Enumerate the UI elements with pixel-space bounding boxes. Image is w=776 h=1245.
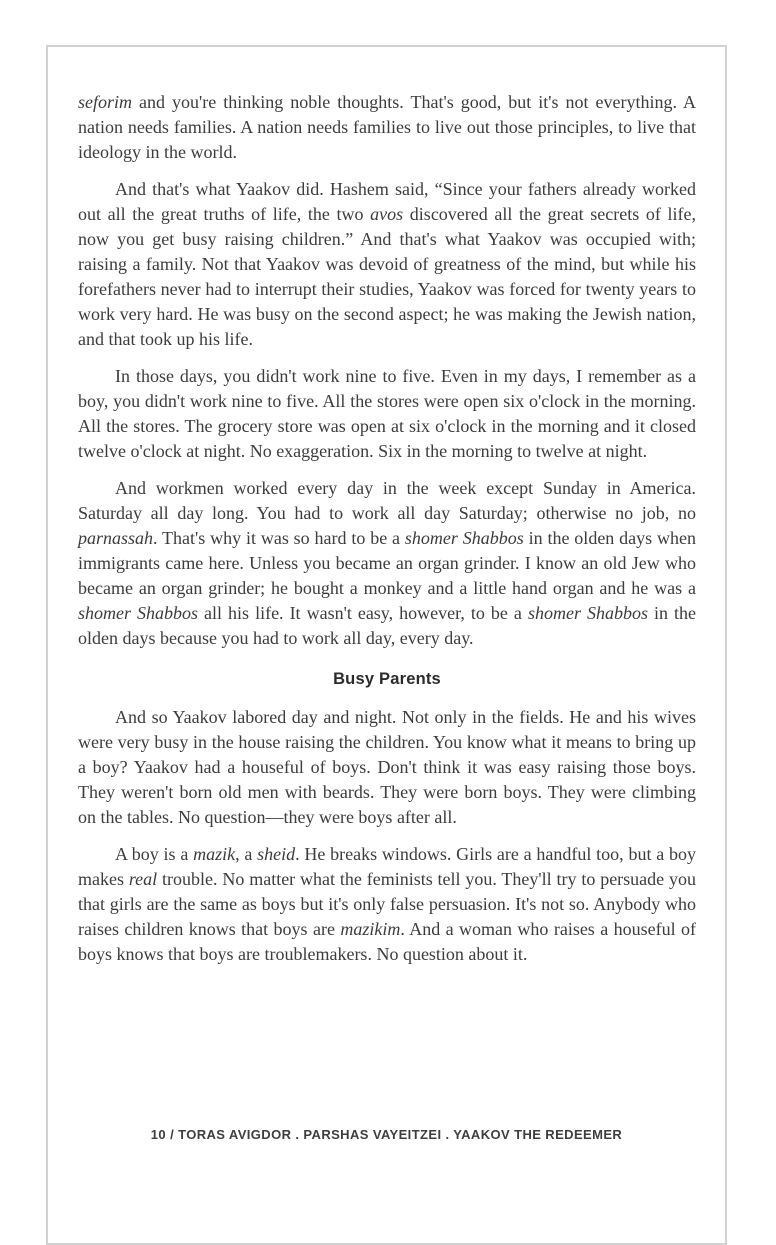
italic-text: seforim bbox=[78, 92, 132, 112]
body-text: And so Yaakov labored day and night. Not only in the fields. He and his wives were very busy in the house raising the children. You know what it means to bring up a boy? Yaakov had a houseful of boys. Don't think it was easy raising those boys. They weren't born old men with beards. They were born boys. They were climbing on the tables. No question—they were boys after all. bbox=[78, 707, 696, 827]
body-text: And workmen worked every day in the week except Sunday in America. Saturday all day long. You had to work all day Saturday; otherwise no job, no bbox=[78, 478, 696, 523]
paragraph bbox=[78, 90, 696, 165]
paragraph bbox=[78, 177, 696, 352]
body-text: in the olden days when immigrants came here. Unless you became an organ grinder. I know an old Jew who became an organ grinder; he bought a monkey and a little hand organ and he was a bbox=[78, 528, 696, 598]
body-text: , a bbox=[235, 844, 258, 864]
italic-text: sheid bbox=[257, 844, 296, 864]
body-text: A boy is a bbox=[115, 844, 194, 864]
italic-text: mazik bbox=[193, 844, 236, 864]
body-text: and you're thinking noble thoughts. That's good, but it's not everything. A nation needs families. A nation needs families to live out those principles, to live that ideology in the world. bbox=[78, 92, 696, 162]
italic-text: shomer Shabbos bbox=[527, 603, 648, 623]
paragraph bbox=[78, 842, 696, 967]
document-page bbox=[46, 45, 727, 1245]
section-heading: Busy Parents bbox=[333, 670, 441, 688]
paragraph bbox=[78, 705, 696, 830]
body-text: . That's why it was so hard to be a bbox=[153, 528, 405, 548]
body-text: in the olden days because you had to work all day, every day. bbox=[78, 603, 697, 648]
italic-text: mazikim bbox=[340, 919, 401, 939]
paragraph bbox=[78, 476, 696, 651]
body-text: And that's what Yaakov did. Hashem said, “Since your fathers already worked out all the great truths of life, the two bbox=[78, 179, 696, 224]
body-text: all his life. It wasn't easy, however, to be a bbox=[198, 603, 528, 623]
paragraph bbox=[78, 364, 696, 464]
italic-text: avos bbox=[370, 204, 404, 224]
italic-text: parnassah bbox=[78, 528, 154, 548]
body-text: . And a woman who raises a houseful of boys knows that boys are troublemakers. No question about it. bbox=[78, 919, 696, 964]
italic-text: shomer Shabbos bbox=[78, 603, 199, 623]
body-text: discovered all the great secrets of life, now you get busy raising children.” And that's what Yaakov was occupied with; raising a family. Not that Yaakov was devoid of greatness of the mind, but while his forefathers never had to interrupt their studies, Yaakov was forced for twenty years to work very hard. He was busy on the second aspect; he was making the Jewish nation, and that took up his life. bbox=[78, 204, 697, 349]
italic-text: real bbox=[128, 869, 158, 889]
page-footer: 10 / TORAS AVIGDOR . PARSHAS VAYEITZEI . YAAKOV THE REDEEMER bbox=[150, 1127, 623, 1142]
body-text: trouble. No matter what the feminists tell you. They'll try to persuade you that girls are the same as boys but it's only false persuasion. It's not so. Anybody who raises children knows that boys are bbox=[78, 869, 697, 939]
italic-text: shomer Shabbos bbox=[404, 528, 524, 548]
page-content bbox=[48, 47, 725, 967]
body-paragraphs-after-heading bbox=[78, 705, 696, 967]
body-text: . He breaks windows. Girls are a handful too, but a boy makes bbox=[78, 844, 696, 889]
body-paragraphs-before-heading bbox=[78, 90, 696, 651]
body-text: In those days, you didn't work nine to five. Even in my days, I remember as a boy, you didn't work nine to five. All the stores were open six o'clock in the morning. All the stores. The grocery store was open at six o'clock in the morning and it closed twelve o'clock at night. No exaggeration. Six in the morning to twelve at night. bbox=[78, 366, 696, 461]
